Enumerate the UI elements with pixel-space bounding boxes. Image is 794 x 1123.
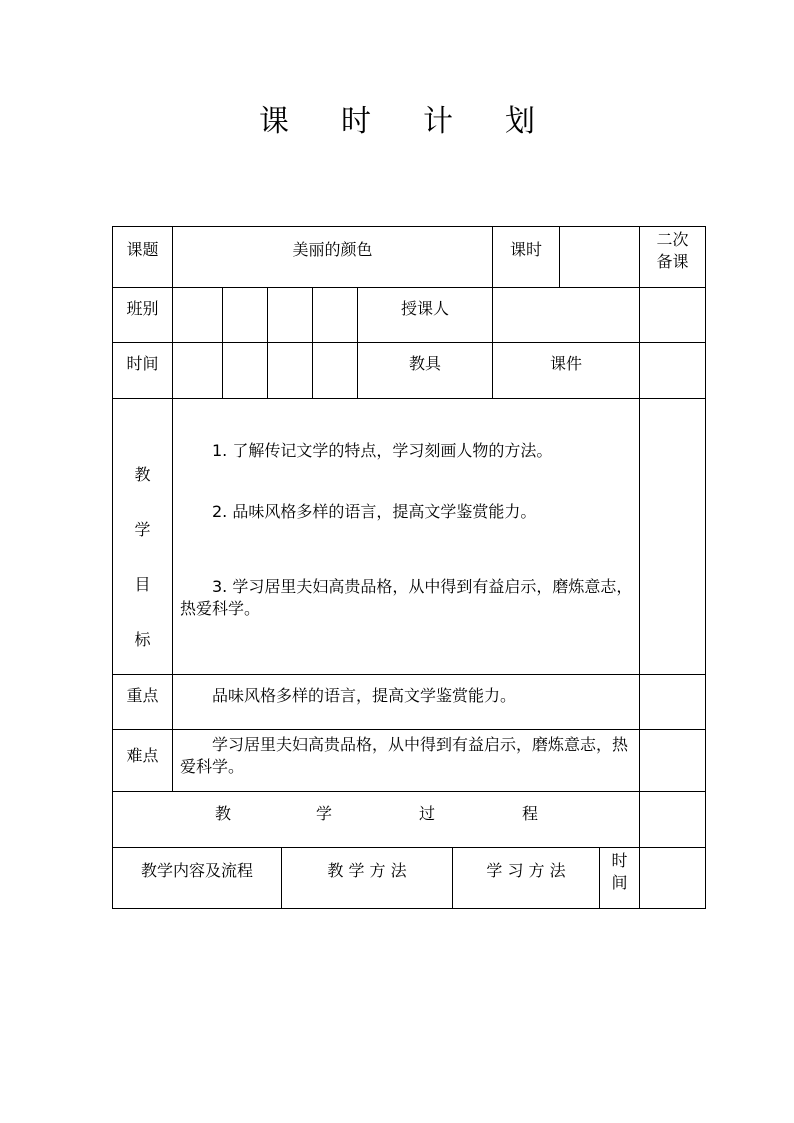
topic-label: 课题 — [126, 240, 159, 259]
second-prep-label — [640, 229, 705, 273]
second-prep-line: 备课 — [656, 252, 689, 271]
content-column-header: 教学内容及流程 — [140, 861, 253, 880]
topic-value: 美丽的颜色 — [292, 240, 373, 259]
title-char: 划 — [505, 104, 535, 139]
learning-method-header: 学 习 方 法 — [486, 861, 566, 880]
process-heading-char: 过 — [418, 804, 435, 823]
page-title — [0, 96, 794, 140]
process-heading-char: 教 — [214, 804, 231, 823]
objectives-label-char: 标 — [134, 630, 151, 649]
time-header-line: 时 — [611, 851, 628, 870]
second-prep-line: 二次 — [656, 230, 689, 249]
key-point-text: 品味风格多样的语言，提高文学鉴赏能力。 — [212, 686, 517, 705]
objective-item: 3. 学习居里夫妇高贵品格，从中得到有益启示，磨炼意志， — [212, 577, 633, 596]
key-point-label: 重点 — [126, 686, 159, 705]
objectives-label-char: 目 — [134, 575, 151, 594]
teaching-method-header: 教 学 方 法 — [327, 861, 407, 880]
difficulty-text-continued: 爱科学。 — [180, 757, 245, 776]
objective-item: 1. 了解传记文学的特点，学习刻画人物的方法。 — [212, 441, 553, 460]
difficulty-text: 学习居里夫妇高贵品格，从中得到有益启示，磨炼意志，热 — [212, 735, 629, 754]
tools-value: 课件 — [549, 354, 582, 373]
title-char: 时 — [341, 104, 371, 139]
time-column-header — [600, 850, 639, 894]
process-heading-char: 学 — [315, 804, 332, 823]
title-char: 计 — [423, 104, 453, 139]
objective-item: 2. 品味风格多样的语言，提高文学鉴赏能力。 — [212, 502, 537, 521]
period-label: 课时 — [509, 240, 542, 259]
difficulty-label: 难点 — [126, 746, 159, 765]
process-heading-char: 程 — [521, 804, 538, 823]
title-char: 课 — [259, 104, 289, 139]
tools-label: 教具 — [408, 354, 441, 373]
objective-item-continued: 热爱科学。 — [180, 599, 261, 618]
teacher-label: 授课人 — [400, 299, 449, 318]
class-label: 班别 — [126, 299, 159, 318]
time-header-line: 间 — [611, 873, 628, 892]
objectives-label-char: 教 — [134, 465, 151, 484]
time-label: 时间 — [126, 354, 159, 373]
objectives-label-char: 学 — [134, 520, 151, 539]
